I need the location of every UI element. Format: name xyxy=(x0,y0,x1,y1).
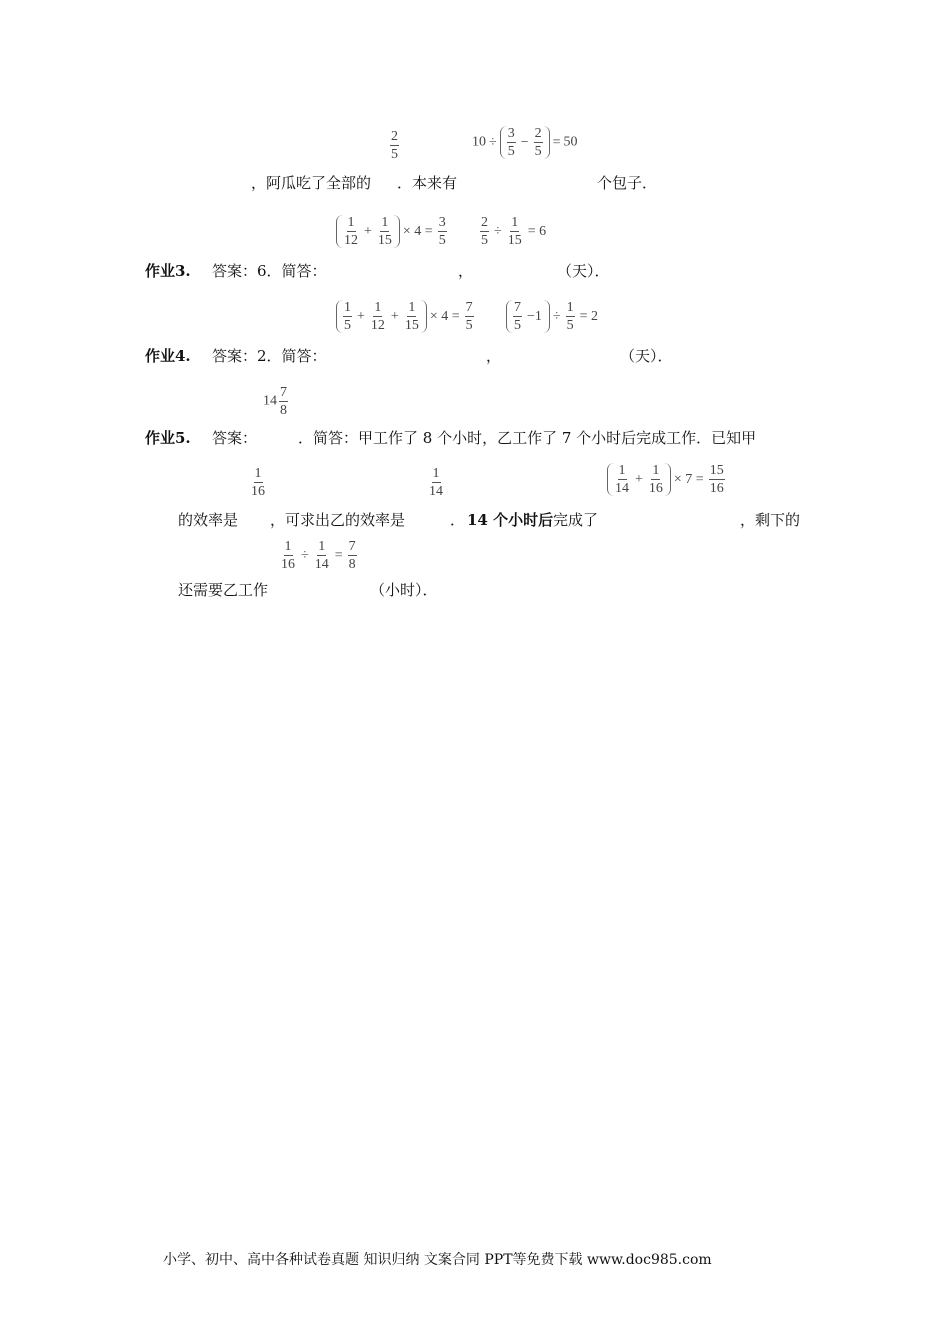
hw5-line-2-bold: 14 个小时后 xyxy=(467,511,554,529)
hw4-formula-2: $\frac{7}{5}$ −1 ÷ $\frac{1}{5}$ = 2 xyxy=(506,300,601,333)
hw5-mixed-number: 14 $\frac{7}{8}$ xyxy=(263,385,287,418)
hw5-line-2b: ，可求出乙的效率是 xyxy=(270,511,406,529)
hw5-label: 作业5. xyxy=(145,429,191,447)
hw4-comma: ， xyxy=(486,347,502,365)
hw5-line-3a: 还需要乙工作 xyxy=(178,581,269,599)
efficiency-jia: $\frac{1}{16}$ xyxy=(251,466,265,499)
efficiency-yi: $\frac{1}{14}$ xyxy=(429,466,443,499)
page-footer: 小学、初中、高中各种试卷真题 知识归纳 文案合同 PPT等免费下载 www.doc985.com xyxy=(163,1252,712,1268)
hw5-line-3b: （小时）． xyxy=(370,581,438,599)
hw2-text-2: ．本来有 xyxy=(397,174,458,192)
hw3-answer: 答案：6．简答： xyxy=(212,262,327,280)
hw2-text-1: ，阿瓜吃了全部的 xyxy=(251,174,372,192)
hw5-line-2c: ． xyxy=(450,511,466,529)
hw5-line-2a: 的效率是 xyxy=(178,511,239,529)
hw3-formula-1: $\frac{1}{12}$ + $\frac{1}{15}$ × 4 = $\frac{3}{5}$ xyxy=(336,215,449,248)
hw3-formula-2: $\frac{2}{5}$ ÷ $\frac{1}{15}$ = 6 xyxy=(481,215,547,248)
hw5-line-2d: 完成了 xyxy=(553,511,599,529)
formula-original-buns: 10 ÷ $\frac{3}{5}$ − $\frac{2}{5}$ = 50 xyxy=(472,126,578,159)
hw5-line-1: ．简答：甲工作了 8 个小时，乙工作了 7 个小时后完成工作．已知甲 xyxy=(298,429,757,447)
hw3-unit: （天）． xyxy=(557,262,610,280)
hw4-unit: （天）． xyxy=(620,347,673,365)
hw4-answer: 答案：2．简答： xyxy=(212,347,327,365)
hw4-formula-1: $\frac{1}{5}$ + $\frac{1}{12}$ + $\frac{1}{15}$ × 4 = $\frac{7}{5}$ xyxy=(336,300,476,333)
hw2-text-3: 个包子． xyxy=(597,174,658,192)
hw5-formula-2: $\frac{1}{16}$ ÷ $\frac{1}{14}$ = $\frac{7}{8}$ xyxy=(281,539,356,572)
hw5-line-2e: ，剩下的 xyxy=(740,511,801,529)
hw3-label: 作业3. xyxy=(145,262,191,280)
hw5-formula-1: $\frac{1}{14}$ + $\frac{1}{16}$ × 7 = $\frac{15}{16}$ xyxy=(607,463,727,496)
fraction-two-fifths: $\frac{2}{5}$ xyxy=(391,129,398,162)
hw4-label: 作业4. xyxy=(145,347,191,365)
hw3-comma: ， xyxy=(458,262,474,280)
hw5-answer: 答案： xyxy=(212,429,258,447)
